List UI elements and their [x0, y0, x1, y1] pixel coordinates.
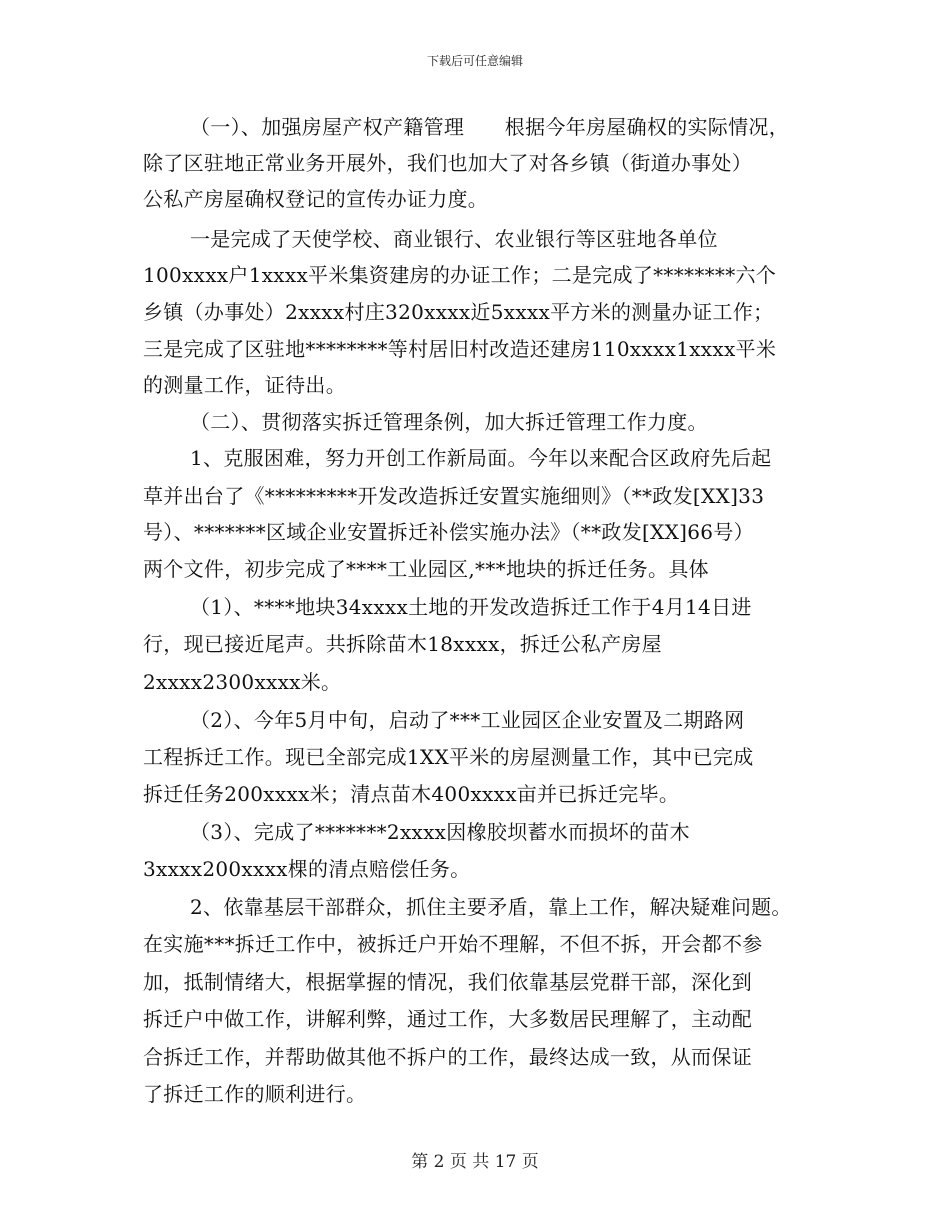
- body-line: 工程拆迁工作。现已全部完成1XX平米的房屋测量工作，其中已完成: [143, 745, 754, 769]
- body-line: 100xxxx户1xxxx平米集资建房的办证工作；二是完成了********六个: [143, 263, 777, 287]
- body-line: 2xxxx2300xxxx米。: [143, 670, 342, 694]
- body-line: （一）、加强房屋产权产籍管理 根据今年房屋确权的实际情况，: [190, 115, 789, 139]
- body-line: 一是完成了天使学校、商业银行、农业银行等区驻地各单位: [190, 227, 718, 251]
- body-line: 公私产房屋确权登记的宣传办证力度。: [143, 187, 489, 211]
- body-line: （2）、今年5月中旬，启动了***工业园区企业安置及二期路网: [190, 708, 745, 732]
- body-line: 拆迁任务200xxxx米；清点苗木400xxxx亩并已拆迁完毕。: [143, 782, 680, 806]
- body-line: 三是完成了区驻地********等村居旧村改造还建房110xxxx1xxxx平米: [143, 337, 777, 361]
- body-line: 两个文件，初步完成了****工业园区,***地块的拆迁任务。具体: [143, 557, 709, 581]
- body-line: 乡镇（办事处）2xxxx村庄320xxxx近5xxxx平方米的测量办证工作；: [143, 300, 774, 324]
- body-line: （二）、贯彻落实拆迁管理条例，加大拆迁管理工作力度。: [190, 410, 708, 434]
- body-line: 草并出台了《*********开发改造拆迁安置实施细则》（**政发[XX]33: [143, 484, 765, 508]
- body-line: 3xxxx200xxxx棵的清点赔偿任务。: [143, 857, 471, 881]
- body-line: 在实施***拆迁工作中，被拆迁户开始不理解，不但不拆，开会都不参: [143, 932, 763, 956]
- body-line: 的测量工作，证待出。: [143, 373, 346, 397]
- body-line: 合拆迁工作，并帮助做其他不拆户的工作，最终达成一致，从而保证: [143, 1045, 752, 1069]
- body-line: 除了区驻地正常业务开展外，我们也加大了对各乡镇（街道办事处）: [143, 151, 752, 175]
- body-line: 行，现已接近尾声。共拆除苗木18xxxx，拆迁公私产房屋: [143, 632, 662, 656]
- body-line: 号）、*******区域企业安置拆迁补偿实施办法》（**政发[XX]66号）: [143, 520, 754, 544]
- body-line: （1）、****地块34xxxx土地的开发改造拆迁工作于4月14日进: [190, 595, 752, 619]
- body-line: （3）、完成了*******2xxxx因橡胶坝蓄水而损坏的苗木: [190, 820, 690, 844]
- body-line: 加，抵制情绪大，根据掌握的情况，我们依靠基层党群干部，深化到: [143, 970, 752, 994]
- body-line: 1、克服困难，努力开创工作新局面。今年以来配合区政府先后起: [190, 446, 772, 470]
- body-line: 了拆迁工作的顺利进行。: [143, 1082, 367, 1106]
- page-header: 下载后可任意编辑: [426, 54, 523, 68]
- body-line: 拆迁户中做工作，讲解利弊，通过工作，大多数居民理解了，主动配: [143, 1007, 752, 1031]
- page-number: 第 2 页 共 17 页: [411, 1152, 539, 1172]
- body-line: 2、依靠基层干部群众，抓住主要矛盾，靠上工作，解决疑难问题。: [190, 895, 792, 919]
